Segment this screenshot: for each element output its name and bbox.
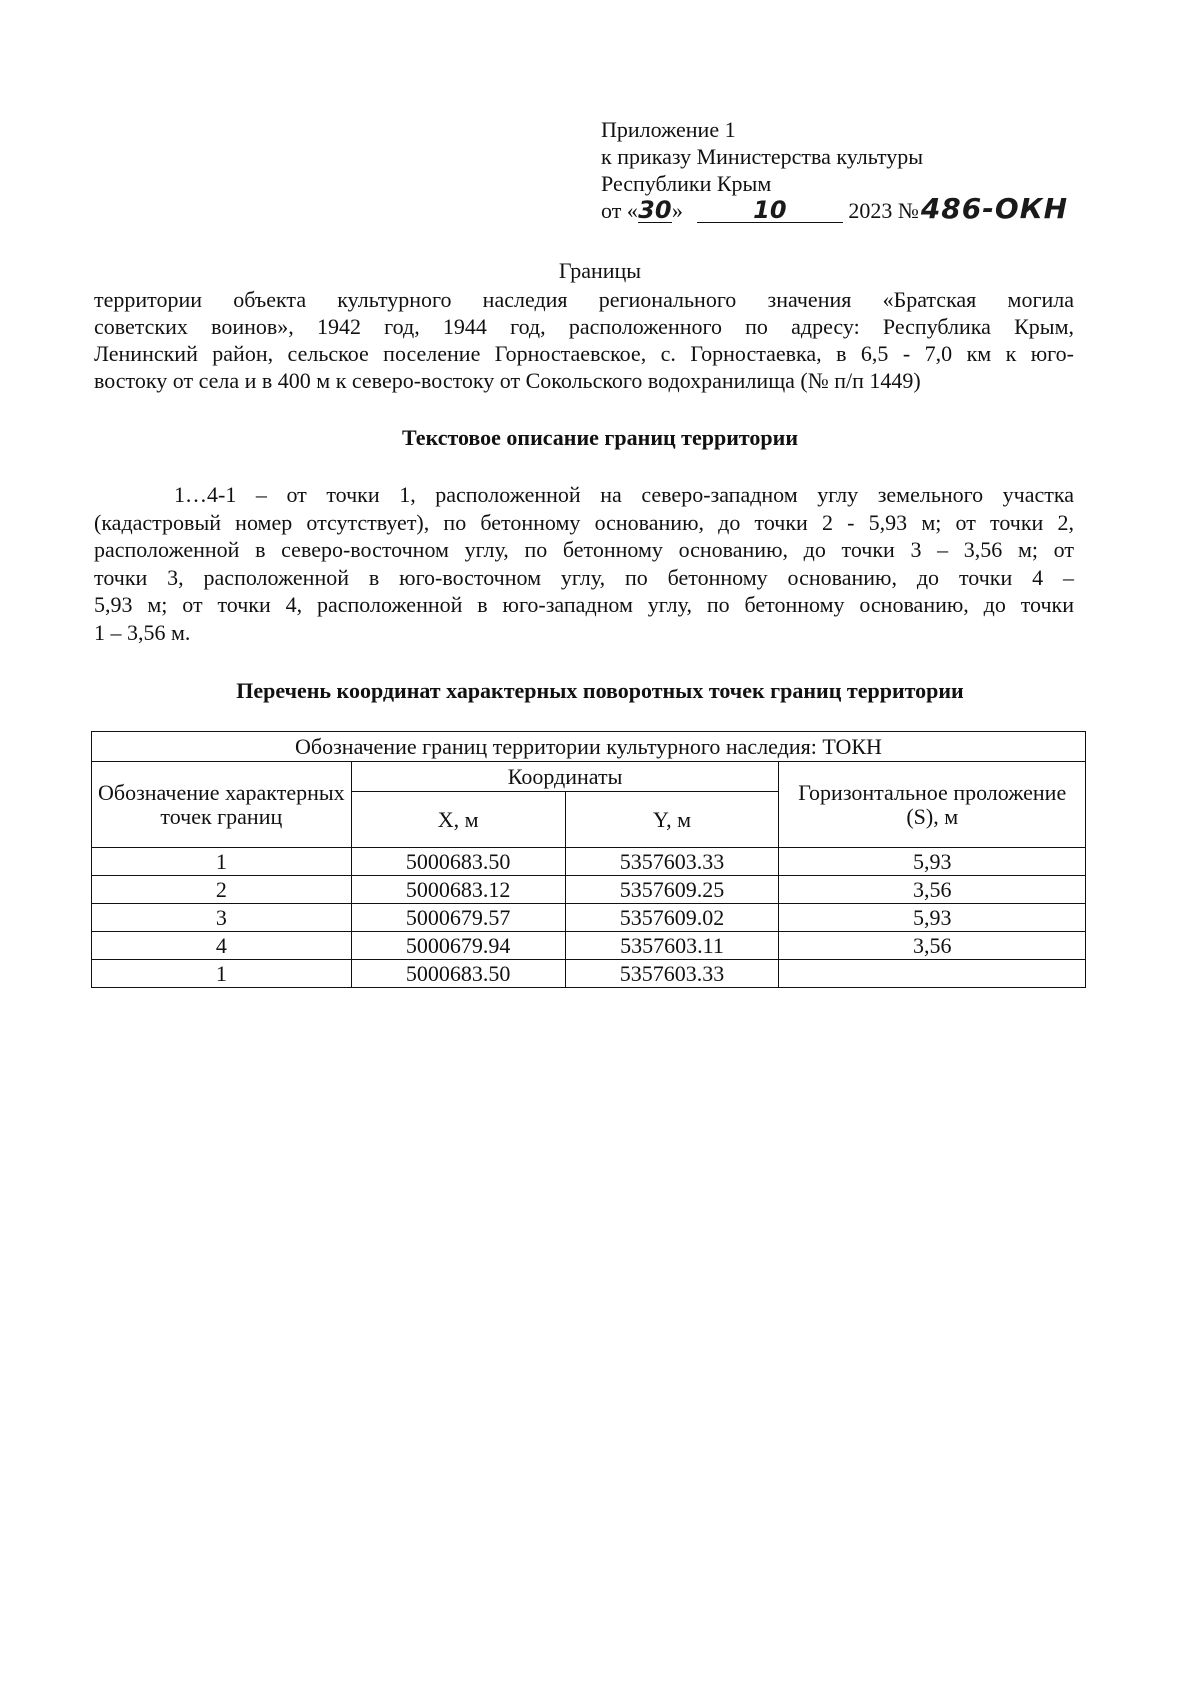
table-header-row (92, 762, 1086, 792)
description-line: 5,93 м; от точки 4, расположенной в юго-западном углу, по бетонному основанию, до точки (94, 592, 1074, 617)
cell-x: 5000679.94 (351, 932, 565, 960)
cell-y: 5357603.11 (565, 932, 779, 960)
date-month-handwritten: 10 (697, 198, 843, 223)
header-coordinates: Координаты (351, 762, 779, 792)
appendix-order-ref: к приказу Министерства культуры (601, 144, 924, 169)
order-number-handwritten: 486-ОКН (920, 192, 1069, 225)
cell-y: 5357609.02 (565, 904, 779, 932)
intro-paragraph (94, 286, 1074, 394)
table-caption: Обозначение границ территории культурного наследия: ТОКН (92, 732, 1086, 762)
coordinates-table (91, 731, 1086, 988)
date-day-handwritten: 30 (638, 196, 672, 224)
text-description-heading: Текстовое описание границ территории (401, 425, 799, 450)
description-line: (кадастровый номер отсутствует), по бетонному основанию, до точки 2 - 5,93 м; от точки 2, (94, 509, 1074, 535)
table-row (92, 960, 1086, 988)
intro-line: территории объекта культурного наследия регионального значения «Братская могила (94, 287, 1074, 312)
description-line: расположенной в северо-восточном углу, по бетонному основанию, до точки 3 – 3,56 м; от (94, 537, 1074, 562)
date-year-label: 2023 № (848, 198, 919, 223)
cell-distance (779, 960, 1086, 988)
cell-distance: 3,56 (779, 876, 1086, 904)
header-point-designation: Обозначение характерных точек границ (92, 762, 352, 848)
cell-point: 4 (92, 932, 352, 960)
cell-distance: 5,93 (779, 904, 1086, 932)
cell-x: 5000679.57 (351, 904, 565, 932)
appendix-title: Приложение 1 (601, 117, 736, 142)
appendix-header (601, 116, 1081, 224)
description-line: 1…4-1 – от точки 1, расположенной на северо-западном углу земельного участка (174, 482, 1074, 507)
date-prefix: от « (601, 198, 638, 223)
cell-x: 5000683.50 (351, 848, 565, 876)
header-y: Y, м (565, 792, 779, 848)
header-x: X, м (351, 792, 565, 848)
cell-y: 5357603.33 (565, 848, 779, 876)
header-horizontal-distance: Горизонтальное проложение (S), м (779, 762, 1086, 848)
table-caption-row (92, 732, 1086, 762)
date-day-close: » (671, 198, 683, 223)
table-row (92, 932, 1086, 960)
cell-point: 3 (92, 904, 352, 932)
table-row (92, 876, 1086, 904)
intro-line: Ленинский район, сельское поселение Горностаевское, с. Горностаевка, в 6,5 - 7,0 км к юго- (94, 341, 1074, 366)
appendix-republic: Республики Крым (601, 171, 772, 196)
coordinates-heading: Перечень координат характерных поворотных точек границ территории (236, 678, 964, 703)
description-line: 1 – 3,56 м. (94, 619, 191, 645)
table-row (92, 904, 1086, 932)
table-row (92, 848, 1086, 876)
cell-y: 5357603.33 (565, 960, 779, 988)
intro-line: востоку от села и в 400 м к северо-востоку от Сокольского водохранилища (№ п/п 1449) (94, 368, 921, 393)
appendix-date-line (601, 192, 1081, 225)
cell-point: 1 (92, 848, 352, 876)
cell-distance: 5,93 (779, 848, 1086, 876)
cell-point: 2 (92, 876, 352, 904)
cell-point: 1 (92, 960, 352, 988)
cell-y: 5357609.25 (565, 876, 779, 904)
description-line: точки 3, расположенной в юго-восточном углу, по бетонному основанию, до точки 4 – (94, 564, 1074, 590)
intro-line: советских воинов», 1942 год, 1944 год, расположенного по адресу: Республика Крым, (94, 314, 1074, 339)
cell-distance: 3,56 (779, 932, 1086, 960)
cell-x: 5000683.50 (351, 960, 565, 988)
boundary-description (94, 481, 1074, 646)
document-title: Границы (558, 258, 642, 283)
cell-x: 5000683.12 (351, 876, 565, 904)
